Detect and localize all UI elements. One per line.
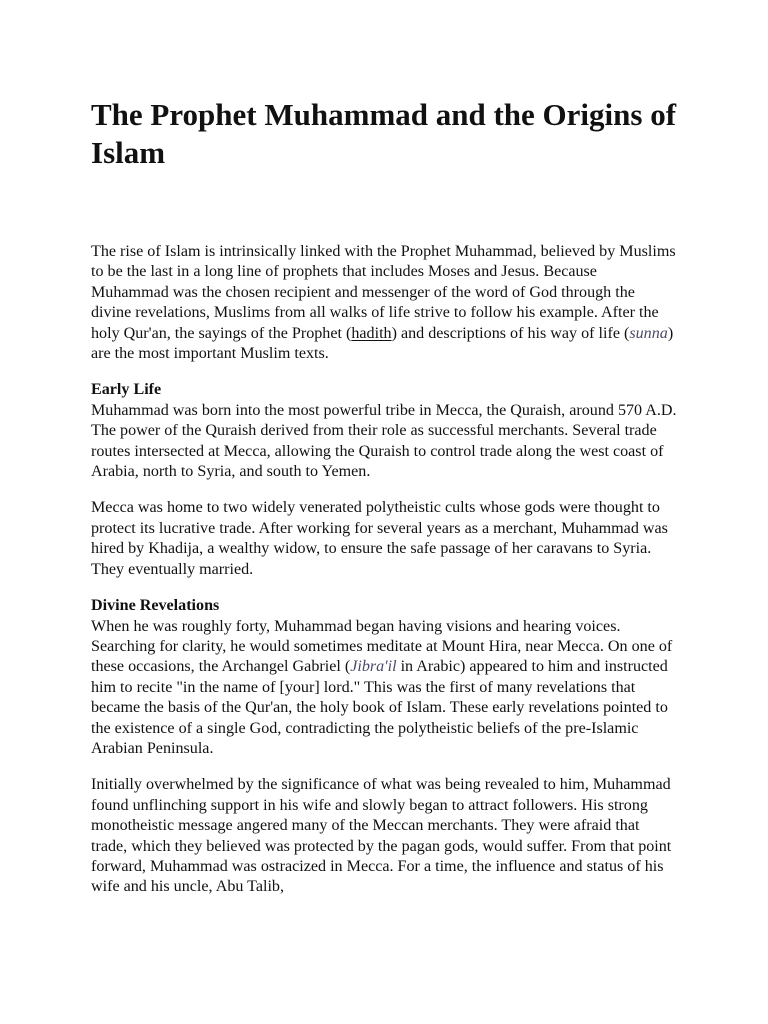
divine-revelations-paragraph-2: Initially overwhelmed by the significance of what was being revealed to him, Muhammad found unflinching support in his wife and slowly began to attract followers. His strong monotheistic message angered many of the Meccan merchants. They were afraid that trade, which they believed was protected by the pagan gods, would suffer. From that point forward, Muhammad was ostracized in Mecca. For a time, the influence and status of his wife and his uncle, Abu Talib, [91,776,672,896]
hadith-link[interactable]: hadith [351,324,392,342]
divine-revelations-heading: Divine Revelations [91,597,220,615]
early-life-paragraph-2: Mecca was home to two widely venerated polytheistic cults whose gods were thought to protect its lucrative trade. After working for several years as a merchant, Muhammad was hired by Khadija, a wealthy widow, to ensure the safe passage of her caravans to Syria. They eventually married. [91,499,668,578]
revelations-text-1: When he was roughly forty, Muhammad began having visions and hearing voices. Searching for clarity, he would sometimes meditate at Mount Hira, near Mecca. On one of these occasions, the Archangel Gabriel ( [91,617,673,676]
jibril-term: Jibra'il [350,658,397,676]
article-body [91,242,678,898]
page-title: The Prophet Muhammad and the Origins of Islam [91,97,677,170]
early-life-paragraph-1 [91,380,678,482]
intro-text-2: ) and descriptions of his way of life ( [391,324,630,342]
sunna-term: sunna [629,324,668,342]
intro-paragraph [91,242,678,364]
intro-text-3: ) are the most important Muslim texts. [91,324,674,363]
early-life-text-1: Muhammad was born into the most powerful tribe in Mecca, the Quraish, around 570 A.D. The power of the Quraish derived from their role as successful merchants. Several trade routes intersected at Mecca, allowing the Quraish to control trade along the west coast of Arabia, north to Syria, and south to Yemen. [91,401,677,481]
revelations-text-2: in Arabic) appeared to him and instructed him to recite "in the name of [your] lord." This was the first of many revelations that became the basis of the Qur'an, the holy book of Islam. These early revelations pointed to the existence of a single God, contradicting the polytheistic beliefs of the pre-Islamic Arabian Peninsula. [91,658,668,757]
intro-text-1: The rise of Islam is intrinsically linked with the Prophet Muhammad, believed by Muslims to be the last in a long line of prophets that includes Moses and Jesus. Because Muhammad was the chosen recipient and messenger of the word of God through the divine revelations, Muslims from all walks of life strive to follow his example. After the holy Qur'an, the sayings of the Prophet ( [91,243,676,342]
early-life-heading: Early Life [91,381,162,399]
divine-revelations-paragraph-1 [91,596,678,759]
